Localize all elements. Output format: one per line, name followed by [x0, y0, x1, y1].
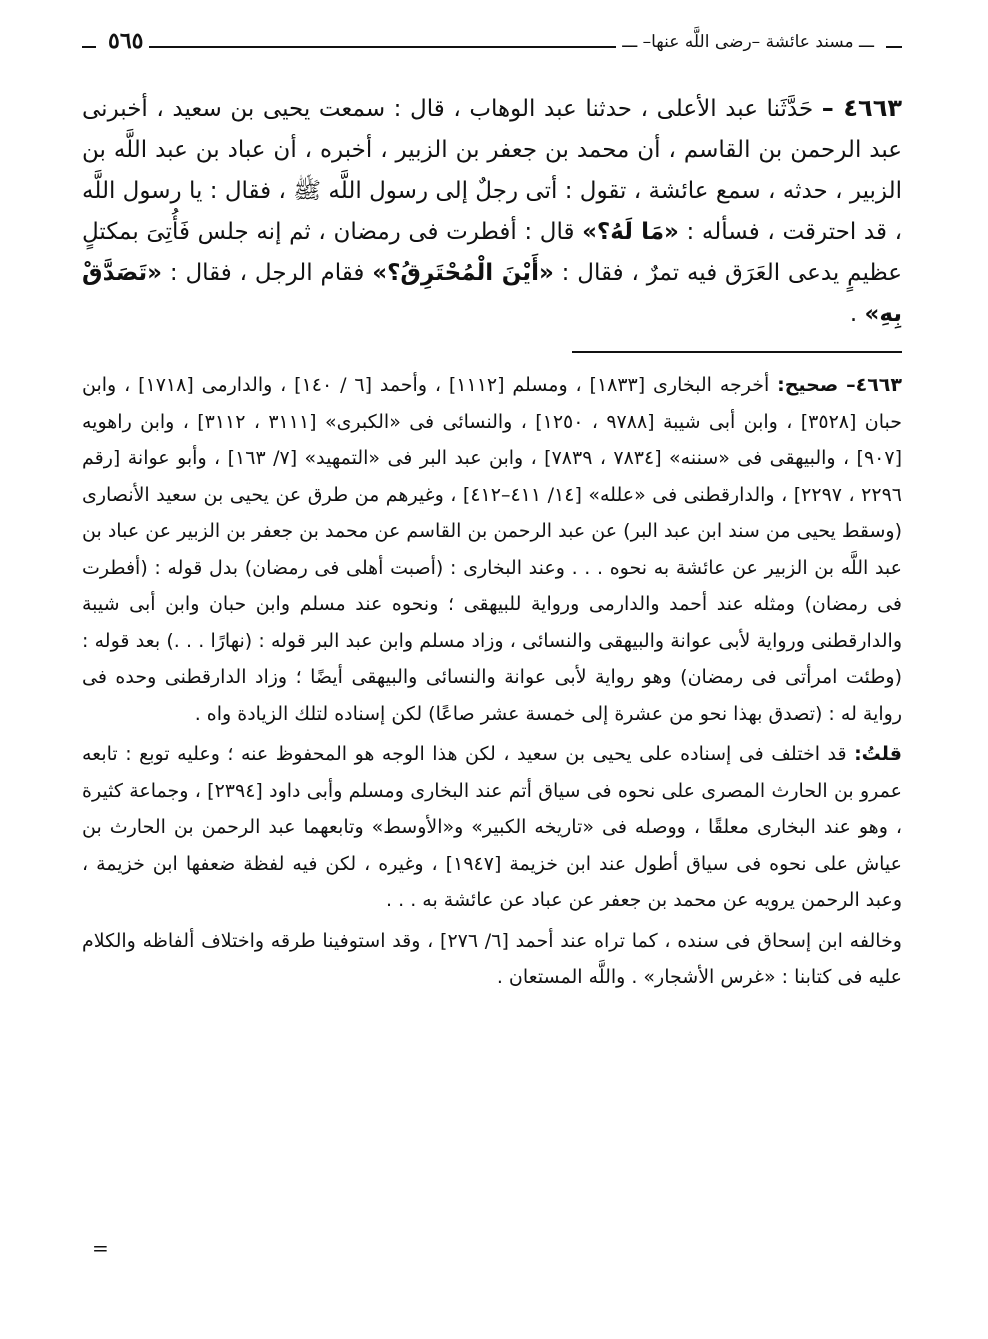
running-title: ـــ مسند عائشة –رضى اللَّه عنها– ـــ [616, 32, 880, 52]
takhrij-p1-text: أخرجه البخارى [١٨٣٣] ، ومسلم [١١١٢] ، وأحمد [٦ / ١٤٠] ، والدارمى [١٧١٨] ، وابن حبان [٣٥٢٨] ، وابن أبى شيبة [٩٧٨٨ ، ١٢٥٠] ، والنسائى فى «الكبرى» [٣١١١ ، ٣١١٢] ، وابن راهويه [٩٠٧] ، والبيهقى فى «سننه» [٧٨٣٤ ، ٧٨٣٩] ، وابن عبد البر فى «التمهيد» [٧/ ١٦٣] ، وأبو عوانة [رقم ٢٢٩٦ ، ٢٢٩٧] ، والدارقطنى فى «علله» [١٤/ ٤١١–٤١٢] ، وغيرهم من طرق عن يحيى بن سعيد الأنصارى (وسقط يحيى من سند ابن عبد البر) عن عبد الرحمن بن القاسم عن محمد بن جعفر بن الزبير عن عباد بن عبد اللَّه بن الزبير عن عائشة به نحوه . . . وعند البخارى : (أصبت أهلى فى رمضان) بدل قوله : (أفطرت فى رمضان) ومثله عند أحمد والدارمى ورواية للبيهقى ؛ ونحوه عند مسلم وابن حبان وابن أبى شيبة والدارقطنى ورواية لأبى عوانة والبيهقى والنسائى ، وزاد مسلم وابن عبد البر قوله : (نهارًا . . .) بعد قوله : (وطئت امرأتى فى رمضان) وهو رواية لأبى عوانة والنسائى والبيهقى أيضًا ؛ وزاد الدارقطنى وحده فى رواية له : (تصدق بهذا نحو من عشرة إلى خمسة عشر صاعًا) لكن إسناده لتلك الزيادة واه . [82, 374, 902, 725]
hadith-end: . [849, 301, 865, 327]
footnote-divider [572, 351, 902, 353]
takhrij-section [82, 367, 902, 996]
hadith-quote-2: «أَيْنَ الْمُحْتَرِقُ؟» [372, 260, 554, 286]
hadith-quote-3: «تَصَدَّقْ بِهِ» [82, 260, 902, 327]
hadith-number: ٤٦٦٣ – [821, 94, 902, 122]
takhrij-p3-text: وخالفه ابن إسحاق فى سنده ، كما تراه عند أحمد [٦/ ٢٧٦] ، وقد استوفينا طرقه واختلاف ألفاظه والكلام عليه فى كتابنا : «غرس الأشجار» . واللَّه المستعان . [82, 929, 902, 988]
qult-label: قلتُ: [854, 743, 902, 765]
takhrij-p2-text: قد اختلف فى إسناده على يحيى بن سعيد ، لكن هذا الوجه هو المحفوظ عنه ؛ وعليه توبع : تابعه عمرو بن الحارث المصرى على نحوه فى سياق أتم عند البخارى ومسلم وأبى داود [٢٣٩٤] ، وجماعة كثيرة ، وهو عند البخارى معلقًا ، ووصله فى «تاريخه الكبير» و«الأوسط» وتابعهما عبد الرحمن بن الحارث بن عياش على نحوه فى سياق أطول عند ابن خزيمة [١٩٤٧] ، وغيره ، لكن فيه لفظة ضعفها ابن خزيمة ، وعبد الرحمن يرويه عن محمد بن جعفر عن عباد عن عائشة به . . . [82, 743, 902, 911]
continuation-mark: = [92, 1236, 109, 1260]
hadith-isnad: حَدَّثَنا عبد الأعلى ، حدثنا عبد الوهاب ، قال : سمعت يحيى بن سعيد ، أخبرنى عبد الرحمن بن القاسم ، أن محمد بن جعفر بن الزبير ، أخبره ، أن عباد بن عبد اللَّه بن الزبير ، حدثه ، سمع عائشة ، تقول : أتى رجلٌ إلى رسول اللَّه ﷺ ، فقال : يا رسول اللَّه ، قد احترقت ، فسأله : [82, 96, 902, 245]
takhrij-verdict: صحيح: [777, 374, 839, 396]
header-rule-right [886, 46, 902, 48]
page-header [82, 26, 902, 66]
takhrij-paragraph-2 [82, 736, 902, 919]
takhrij-paragraph-3 [82, 923, 902, 996]
page-number: ٥٦٥ [102, 28, 149, 54]
page [82, 26, 902, 996]
hadith-part-2: قال : أفطرت فى رمضان ، ثم إنه جلس فَأُتِىَ بمكتلٍ عظيمٍ يدعى العَرَق فيه تمرٌ ، فقال : [82, 219, 902, 286]
header-rule-left [82, 46, 96, 48]
hadith-quote-1: «مَا لَهُ؟» [582, 219, 679, 245]
header-rule [142, 46, 687, 48]
takhrij-number: ٤٦٦٣– [846, 374, 902, 396]
hadith-part-3: فقام الرجل ، فقال : [162, 260, 373, 286]
hadith-text [82, 88, 902, 335]
takhrij-paragraph-1 [82, 367, 902, 732]
